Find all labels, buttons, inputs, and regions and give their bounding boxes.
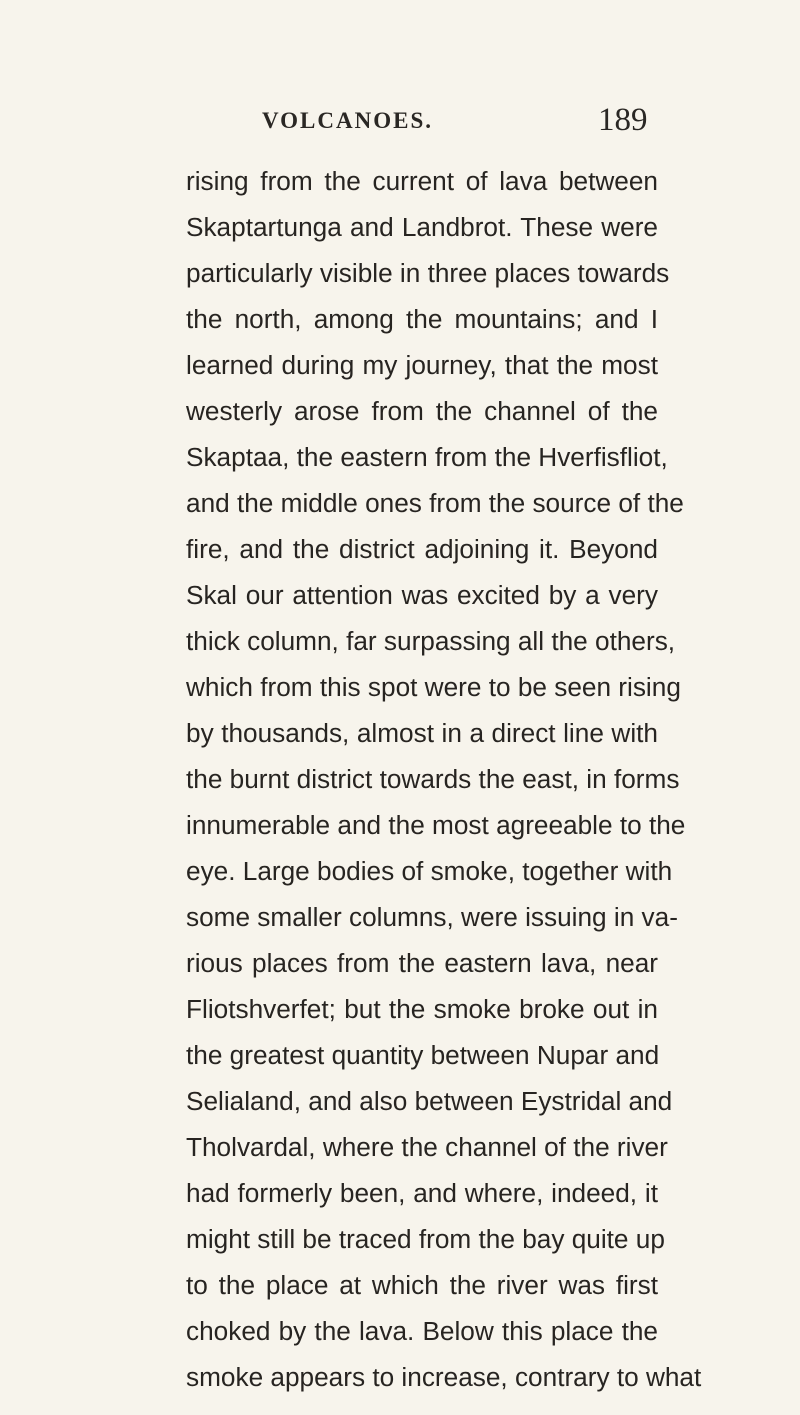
text-line: particularly visible in three places towards [186,258,670,288]
text-line: might still be traced from the bay quite up [186,1224,665,1254]
text-line: which from this spot were to be seen rising [186,672,681,702]
text-line: innumerable and the most agreeable to the [186,810,686,840]
text-line: thick column, far surpassing all the others, [186,626,676,656]
text-line: by thousands, almost in a direct line with [186,718,658,748]
running-head [0,102,800,148]
text-line: the burnt district towards the east, in forms [186,764,680,794]
text-line: Skaptaa, the eastern from the Hverfisfliot, [186,442,668,472]
text-line: learned during my journey, that the most [186,350,658,380]
page-number: 189 [598,102,648,138]
text-line: Fliotshverfet; but the smoke broke out in [186,994,658,1024]
text-line: fire, and the district adjoining it. Beyond [186,534,658,564]
text-line: choked by the lava. Below this place the [186,1316,658,1346]
running-title: VOLCANOES. [262,108,433,133]
text-line: westerly arose from the channel of the [186,396,658,426]
text-line: eye. Large bodies of smoke, together with [186,856,673,886]
text-line: smoke appears to increase, contrary to what [186,1362,702,1392]
text-line: rising from the current of lava between [186,166,658,196]
text-line: to the place at which the river was first [186,1270,658,1300]
text-line: rious places from the eastern lava, near [186,948,658,978]
text-line: Selialand, and also between Eystridal and [186,1086,673,1116]
text-line: and the middle ones from the source of the [186,488,684,518]
text-line: the north, among the mountains; and I [186,304,658,334]
text-line: Skal our attention was excited by a very [186,580,658,610]
text-line: Tholvardal, where the channel of the river [186,1132,668,1162]
text-line: some smaller columns, were issuing in va- [186,902,678,932]
text-line: had formerly been, and where, indeed, it [186,1178,658,1208]
text-line: Skaptartunga and Landbrot. These were [186,212,658,242]
text-line: the greatest quantity between Nupar and [186,1040,660,1070]
